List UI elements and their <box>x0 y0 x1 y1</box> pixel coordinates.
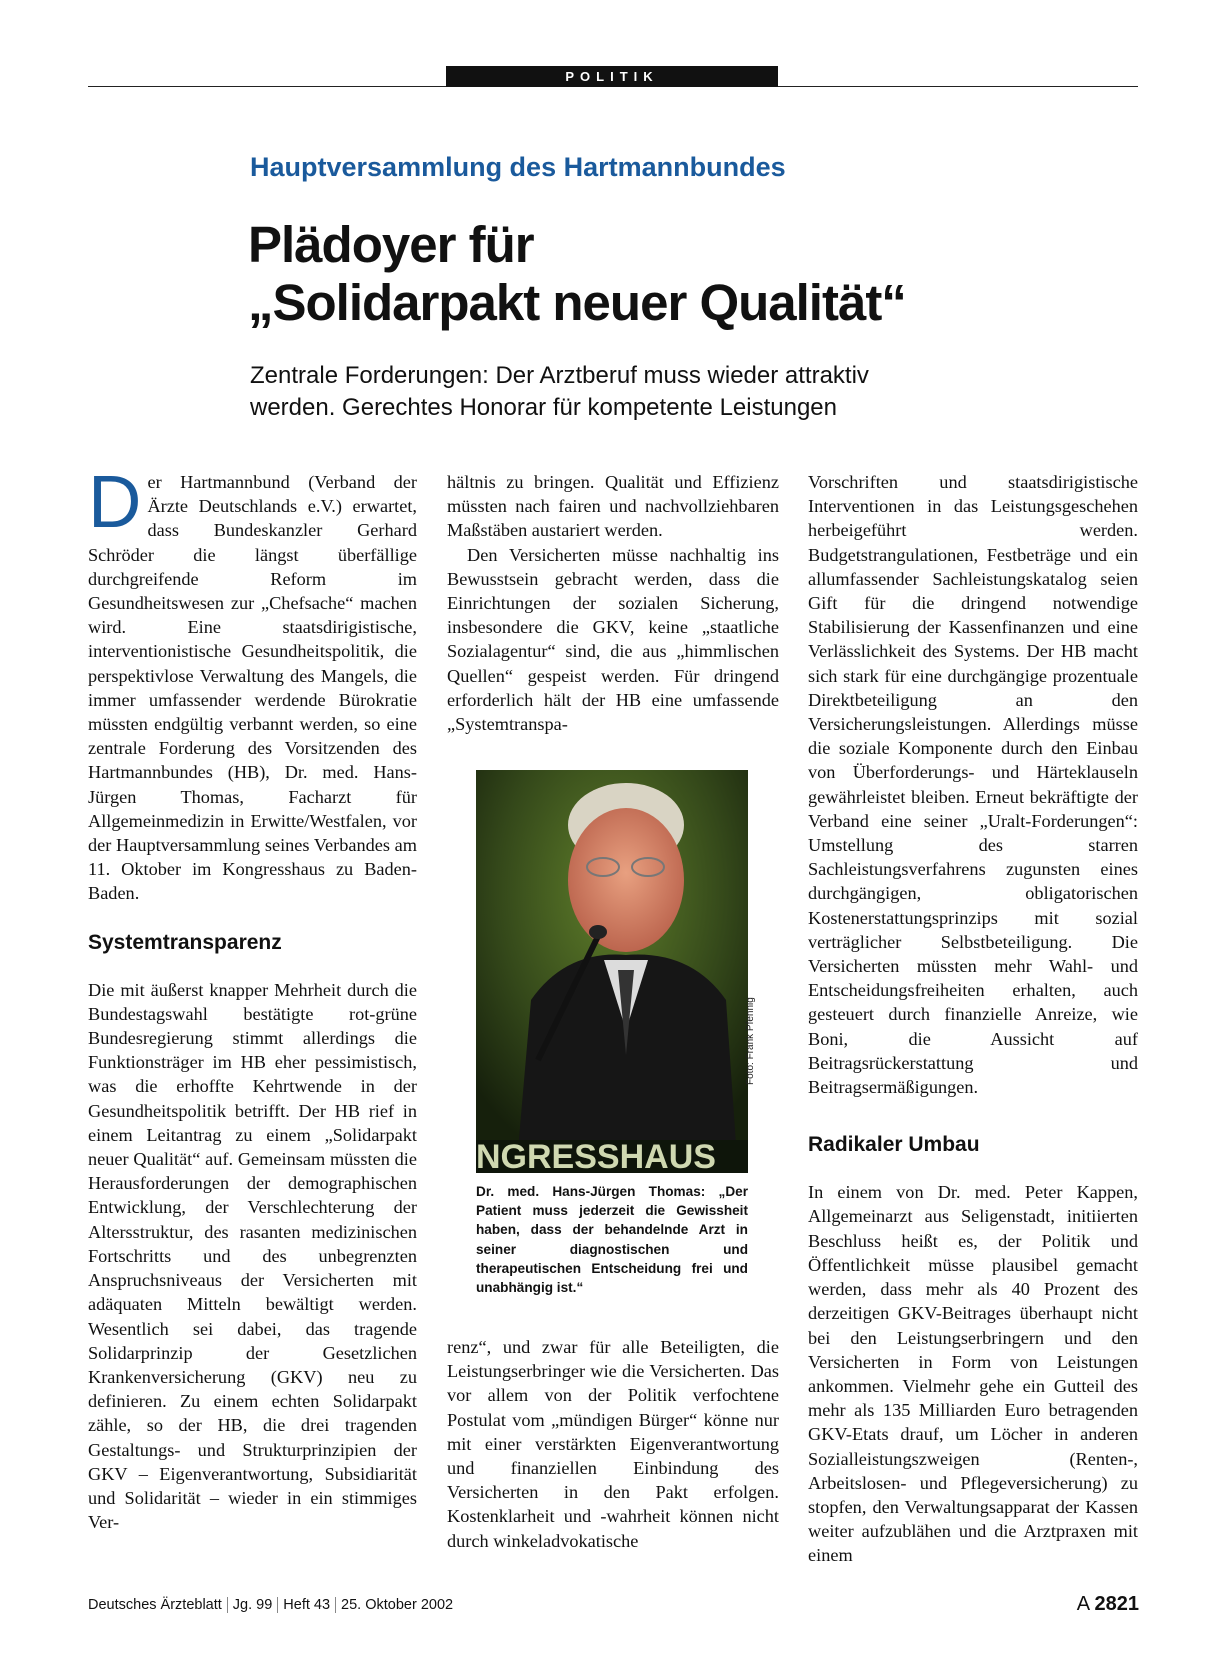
portrait-photo <box>476 770 748 1173</box>
section-label: POLITIK <box>446 66 778 87</box>
paragraph: hältnis zu bringen. Qualität und Effizienz müssten nach fairen und nachvollziehbaren Maßstäben austariert werden. <box>447 472 779 541</box>
subheading-radikaler-umbau: Radikaler Umbau <box>808 1133 980 1157</box>
column-1 <box>88 460 417 1534</box>
column-2-bottom <box>447 1335 779 1553</box>
deck-line-2: werden. Gerechtes Honorar für kompetente Leistungen <box>250 394 838 421</box>
column-2-top <box>447 470 779 736</box>
issue: Heft 43 <box>283 1597 331 1613</box>
paragraph: Die mit äußerst knapper Mehrheit durch die Bundestagswahl bestätigte rot-grüne Bundesregierung stimmt allerdings die Funktionsträger im HB eher pessimistisch, was die erhoffte Kehrtwende in der Gesundheitspolitik betrifft. Der HB rief in einem Leitantrag zu einem „Solidarpakt neuer Qualität“ auf. Gemeinsam müssten die Herausforderungen der demographischen Entwicklung, der Verschlechterung der Altersstruktur, des rasanten medizinischen Fortschritts und des unbegrenzten Anspruchsniveaus der Versicherten mit adäquaten Mitteln bewältigt werden. Wesentlich sei dabei, das tragende Solidarprinzip der Gesetzlichen Krankenversicherung (GKV) neu zu definieren. Zu einem echten Solidarpakt zähle, so der HB, die drei tragenden Gestaltungs- und Strukturprinzipien der GKV – Eigenverantwortung, Subsidiarität und Solidarität – wieder in ein stimmiges Ver- <box>88 979 417 1533</box>
journal-name: Deutsches Ärzteblatt <box>88 1597 222 1613</box>
deck <box>250 360 869 424</box>
footer <box>88 1597 453 1613</box>
backdrop-text: NGRESSHAUS <box>476 1138 716 1173</box>
headline-line-1: Plädoyer für <box>248 216 534 273</box>
volume: Jg. 99 <box>232 1597 273 1613</box>
paragraph: In einem von Dr. med. Peter Kappen, Allgemeinarzt aus Seligenstadt, initiierten Beschluss heißt es, der Politik und Öffentlichkeit müsse plausibel gemacht werden, dass mehr als 40 Prozent des derzeitigen GKV-Beitrages überhaupt nicht bei den Leistungserbringern und den Versicherten in Form von Leistungen ankommen. Vielmehr gehe ein Gutteil des mehr als 135 Milliarden Euro betragenden GKV-Etats drauf, um Löcher in anderen Sozialleistungszweigen (Renten-, Arbeitslosen- und Pflegeversicherung) zu stopfen, den Verwaltungsapparat der Kassen weiter aufzublähen und die Arztpraxen mit einem <box>808 1182 1138 1566</box>
column-3 <box>808 470 1138 1568</box>
photo-caption: Dr. med. Hans-Jürgen Thomas: „Der Patient muss jederzeit die Gewissheit haben, dass der behandelnde Arzt in seiner diagnostischen und therapeutischen Entscheidung frei und unabhängig ist.“ <box>476 1184 748 1296</box>
speaker-photo-illustration <box>476 770 748 1173</box>
page-number: A 2821 <box>1076 1593 1139 1615</box>
paragraph: Den Versicherten müsse nachhaltig ins Bewusstsein gebracht werden, dass die Einrichtungen der sozialen Sicherung, insbesondere die GKV, keine „staatliche Sozialagentur“ sind, die aus „himmlischen Quellen“ gespeist werden. Für dringend erforderlich hält der HB eine umfassende „Systemtranspa- <box>447 544 779 735</box>
kicker: Hauptversammlung des Hartmannbundes <box>250 152 786 182</box>
photo-credit: Foto: Frank Pfennig <box>745 997 756 1085</box>
paragraph: Vorschriften und staatsdirigistische Interventionen in das Leistungsgeschehen herbeigeführt werden. Budgetstrangulationen, Festbeträge und ein allumfassender Sachleistungskatalog seien Gift für die dringend notwendige Stabilisierung der Kassenfinanzen und eine Verlässlichkeit des Systems. Der HB macht sich stark für eine durchgängige prozentuale Direktbeteiligung an den Versicherungsleistungen. Allerdings müsse die soziale Komponente durch den Einbau von Überforderungs- und Härteklauseln gewährleistet bleiben. Erneut bekräftigte der Verband eine seiner „Uralt-Forderungen“: Umstellung des starren Sachleistungsverfahrens zugunsten eines durchgängigen, obligatorischen Kostenerstattungsprinzips mit sozial verträglicher Selbstbeteiligung. Die Versicherten müssten mehr Wahl- und Entscheidungsfreiheiten erhalten, auch gesteuert durch finanzielle Anreize, wie Boni, die Aussicht auf Beitragsrückerstattung und Beitragsermäßigungen. <box>808 472 1138 1098</box>
paragraph-intro: Der Hartmannbund (Verband der Ärzte Deutschlands e.V.) erwartet, dass Bundeskanzler Gerhard Schröder die längst überfällige durchgreifende Reform im Gesundheitswesen zur „Chefsache“ machen wird. Eine staatsdirigistische, interventionistische Gesundheitspolitik, die perspektivlose Verwaltung des Mangels, die immer umfassender werdende Bürokratie müssten endgültig verbannt werden, so eine zentrale Forderung des Vorsitzenden des Hartmannbundes (HB), Dr. med. Hans-Jürgen Thomas, Facharzt für Allgemeinmedizin in Erwitte/Westfalen, vor der Hauptversammlung seines Verbandes am 11. Oktober im Kongresshaus zu Baden-Baden. <box>88 460 417 904</box>
paragraph: renz“, und zwar für alle Beteiligten, die Leistungserbringer wie die Versicherten. Das vor allem von der Politik verfochtene Postulat vom „mündigen Bürger“ könne nur mit einer verstärkten Eigenverantwortung und finanziellen Einbindung des Versicherten in den Pakt erfolgen. Kostenklarheit und -wahrheit können nicht durch winkeladvokatische <box>447 1337 779 1551</box>
headline-line-2: „Solidarpakt neuer Qualität“ <box>248 274 906 331</box>
drop-cap: D <box>88 460 142 543</box>
subheading-systemtransparenz: Systemtransparenz <box>88 930 282 954</box>
deck-line-1: Zentrale Forderungen: Der Arztberuf muss wieder attraktiv <box>250 362 869 389</box>
issue-date: 25. Oktober 2002 <box>341 1597 454 1613</box>
headline <box>248 216 906 332</box>
